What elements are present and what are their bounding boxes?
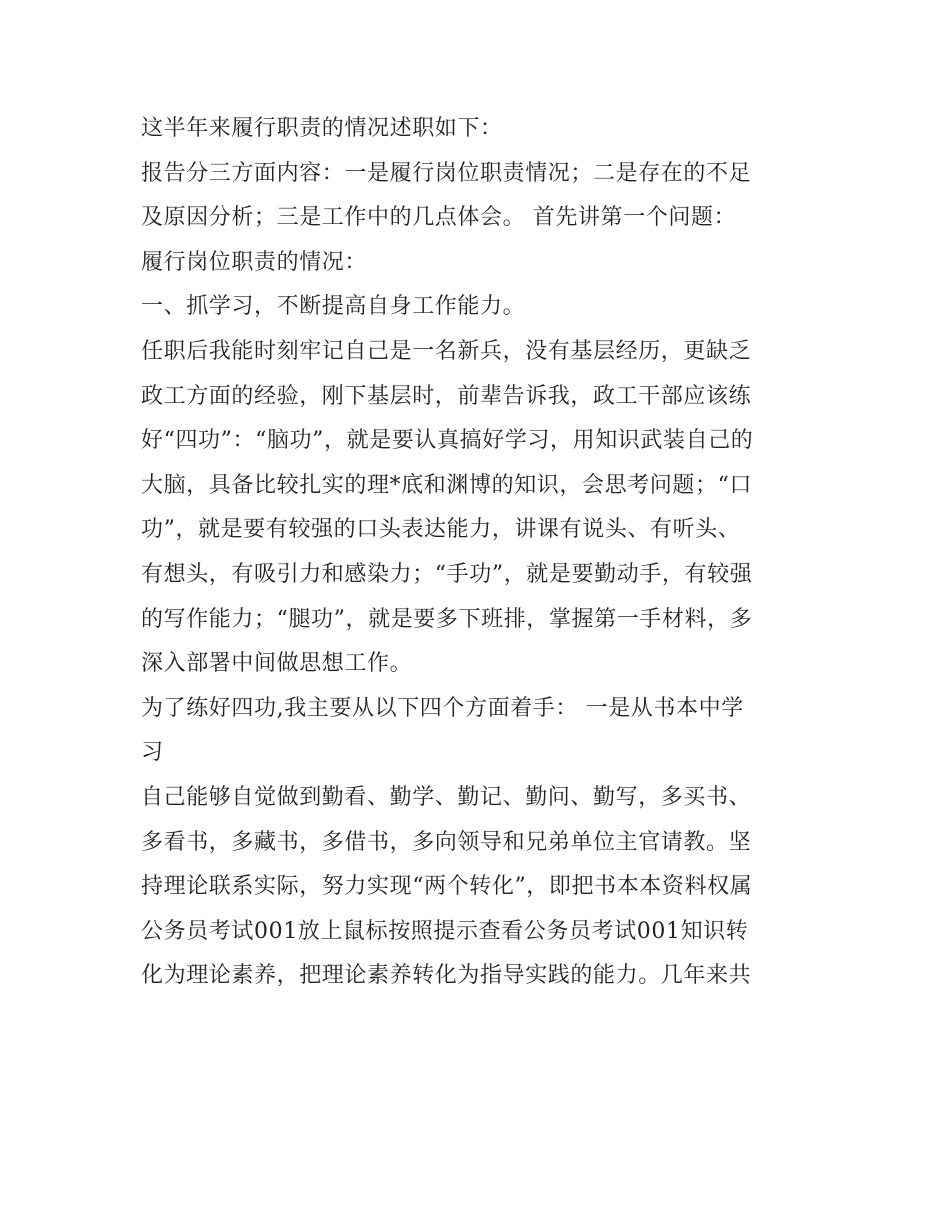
text-line: 履行岗位职责的情况： [141, 249, 368, 275]
text-line: 的写作能力；“腿功”，就是要多下班排，掌握第一手材料，多 [141, 606, 753, 632]
text-line: 化为理论素养，把理论素养转化为指导实践的能力。几年来共 [141, 963, 752, 989]
text-line: 好“四功”：“脑功”，就是要认真搞好学习，用知识武装自己的 [141, 428, 754, 454]
text-line: 及原因分析；三是工作中的几点体会。 首先讲第一个问题： [141, 205, 737, 231]
section-heading: 一、抓学习，不断提高自身工作能力。 [141, 294, 526, 320]
text-line: 大脑，具备比较扎实的理*底和渊博的知识，会思考问题；“口 [141, 472, 753, 498]
text-line: 自己能够自觉做到勤看、勤学、勤记、勤问、勤写，多买书、 [141, 784, 752, 810]
text-line: 任职后我能时刻牢记自己是一名新兵，没有基层经历，更缺乏 [141, 338, 752, 364]
text-line: 政工方面的经验，刚下基层时，前辈告诉我，政工干部应该练 [141, 383, 752, 409]
text-line: 为了练好四功,我主要从以下四个方面着手： 一是从书本中学 [141, 695, 744, 721]
text-line: 功”，就是要有较强的口头表达能力，讲课有说头、有听头、 [141, 517, 741, 543]
text-line: 习 [141, 740, 164, 766]
text-line: 多看书，多藏书，多借书，多向领导和兄弟单位主官请教。坚 [141, 829, 752, 855]
text-line: 深入部署中间做思想工作。 [141, 651, 413, 677]
text-line: 这半年来履行职责的情况述职如下： [141, 116, 503, 141]
text-line: 持理论联系实际，努力实现“两个转化”，即把书本本资料权属 [141, 874, 753, 900]
text-line: 报告分三方面内容：一是履行岗位职责情况；二是存在的不足 [141, 160, 752, 186]
text-line: 有想头，有吸引力和感染力；“手功”，就是要勤动手，有较强 [141, 561, 753, 587]
text-line: 公务员考试001放上鼠标按照提示查看公务员考试001知识转 [141, 918, 749, 944]
document-body [141, 107, 831, 999]
